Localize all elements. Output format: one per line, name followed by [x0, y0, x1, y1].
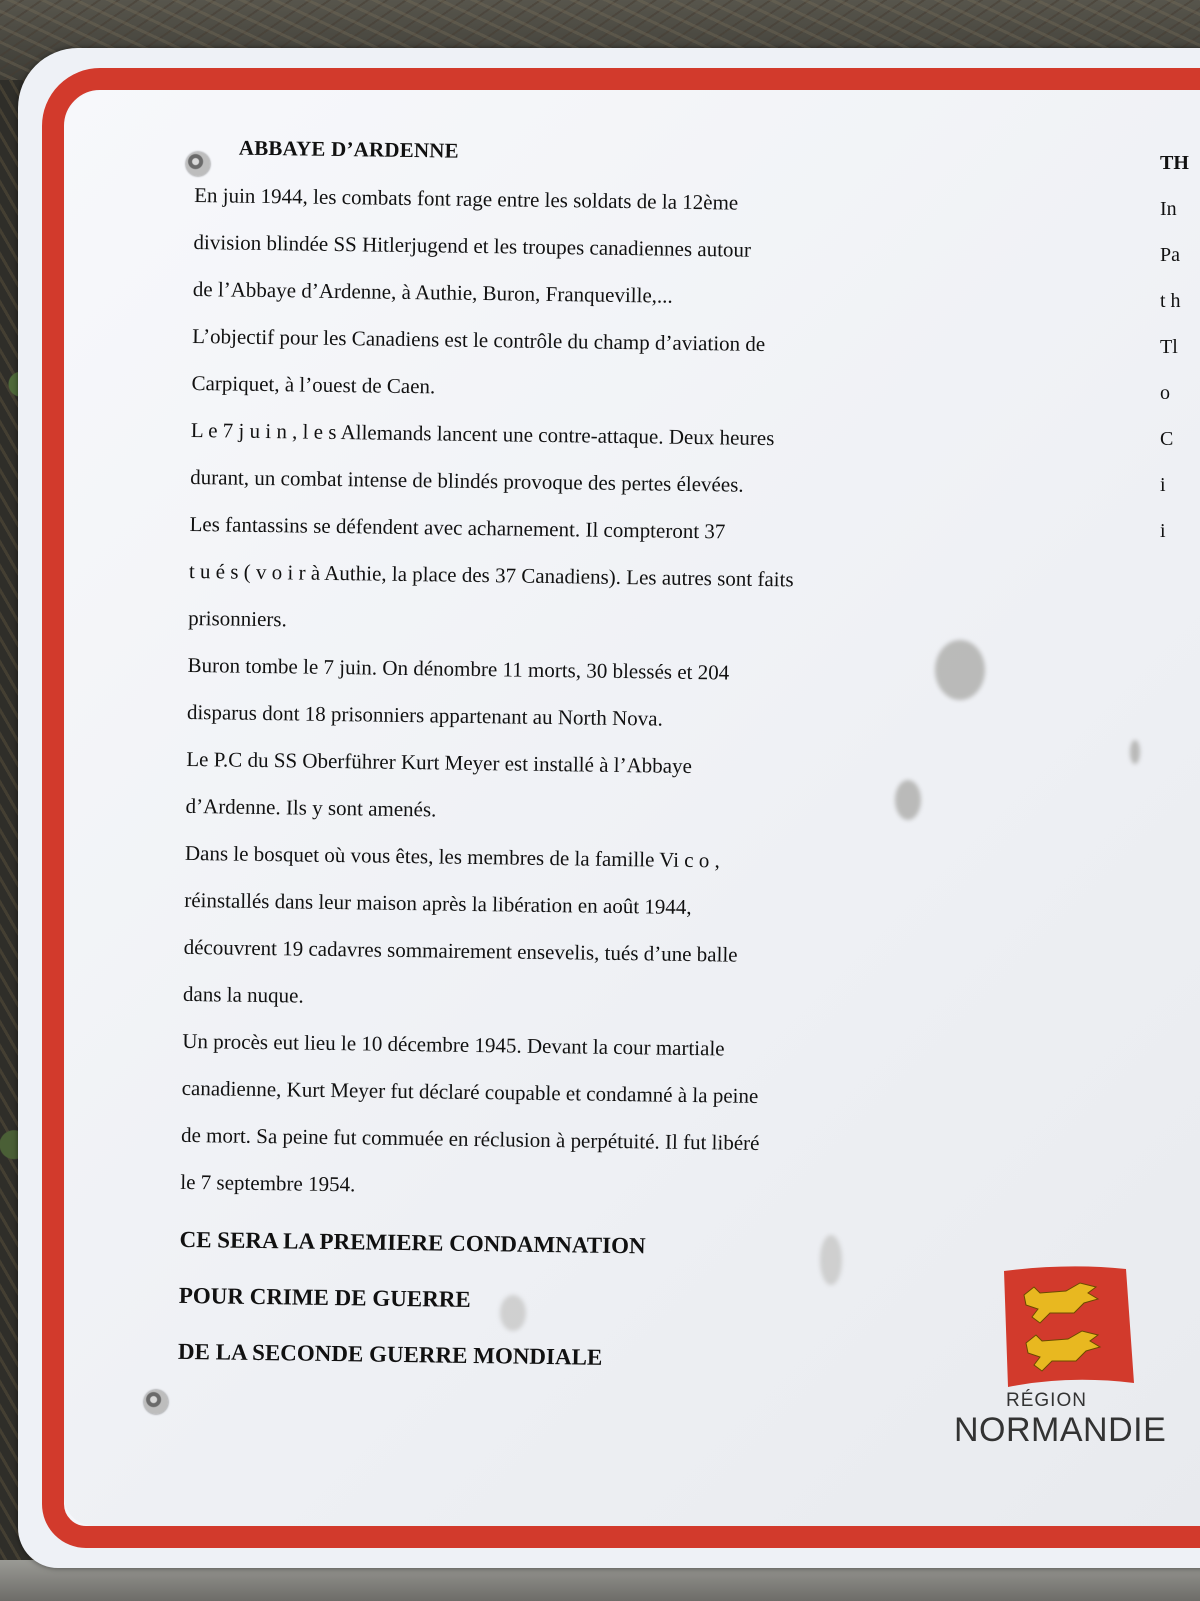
english-text-fragment: Pa	[1160, 244, 1180, 266]
sign-conclusion-line: DE LA SECONDE GUERRE MONDIALE	[177, 1338, 603, 1370]
logo-normandie-text: NORMANDIE	[954, 1411, 1167, 1449]
sign-text-line: canadienne, Kurt Meyer fut déclaré coupable et condamné à la peine	[181, 1075, 759, 1108]
sign-text-line: réinstallés dans leur maison après la libération en août 1944,	[184, 887, 692, 920]
normandy-flag-icon	[998, 1265, 1138, 1390]
english-text-fragment: i	[1160, 474, 1166, 496]
sign-text-line: Buron tombe le 7 juin. On dénombre 11 morts, 30 blessés et 204	[187, 652, 730, 685]
sign-text-line: durant, un combat intense de blindés provoque des pertes élevées.	[190, 464, 744, 497]
screw-bottom-left	[144, 1390, 168, 1414]
sign-text-line: Carpiquet, à l’ouest de Caen.	[191, 370, 436, 399]
sign-text-line: de mort. Sa peine fut commuée en réclusion à perpétuité. Il fut libéré	[180, 1122, 760, 1155]
sign-text-line: En juin 1944, les combats font rage entre les soldats de la 12ème	[193, 182, 739, 215]
dirt-stain	[935, 640, 985, 700]
sign-text-line: découvrent 19 cadavres sommairement ensevelis, tués d’une balle	[183, 934, 738, 967]
sign-text-line: Un procès eut lieu le 10 décembre 1945. Devant la cour martiale	[182, 1028, 725, 1061]
sign-text-line: de l’Abbaye d’Ardenne, à Authie, Buron, Franqueville,...	[192, 276, 673, 308]
sign-text-line: d’Ardenne. Ils y sont amenés.	[185, 793, 437, 822]
sign-text-line: Le P.C du SS Oberführer Kurt Meyer est installé à l’Abbaye	[186, 746, 693, 778]
sign-conclusion	[178, 1212, 900, 1390]
sign-text-block	[178, 135, 915, 1390]
region-normandie-logo	[954, 1265, 1180, 1449]
sign-text-line: t u é s ( v o i r à Authie, la place des 37 Canadiens). Les autres sont faits	[188, 558, 794, 592]
sign-text-line: prisonniers.	[188, 605, 287, 632]
adjacent-english-text-fragment	[1160, 140, 1200, 554]
sign-conclusion-line: CE SERA LA PREMIERE CONDAMNATION	[179, 1226, 646, 1259]
sign-text-line: Les fantassins se défendent avec acharnement. Il compteront 37	[189, 511, 726, 544]
sign-text-line: dans la nuque.	[182, 981, 304, 1008]
logo-region-text: RÉGION	[1006, 1390, 1087, 1411]
english-text-fragment: Tl	[1160, 336, 1178, 358]
english-text-fragment: In	[1160, 198, 1177, 220]
sign-text-line: Dans le bosquet où vous êtes, les membres de la famille Vi c o ,	[184, 840, 720, 873]
english-text-fragment: C	[1160, 428, 1174, 450]
english-text-fragment: o	[1160, 382, 1170, 404]
english-text-fragment: TH	[1160, 152, 1189, 174]
sign-paragraphs	[180, 172, 914, 1216]
sign-title: ABBAYE D’ARDENNE	[238, 135, 460, 163]
sign-text-line: L e 7 j u i n , l e s Allemands lancent une contre-attaque. Deux heures	[190, 417, 775, 451]
dirt-stain	[1130, 740, 1140, 764]
sign-text-line: L’objectif pour les Canadiens est le contrôle du champ d’aviation de	[192, 323, 766, 356]
sign-text-line: le 7 septembre 1954.	[180, 1169, 356, 1197]
english-text-fragment: i	[1160, 520, 1166, 542]
sign-text-line: disparus dont 18 prisonniers appartenant au North Nova.	[186, 699, 663, 731]
english-text-fragment: t h	[1160, 290, 1181, 312]
sign-conclusion-line: POUR CRIME DE GUERRE	[178, 1282, 471, 1312]
sign-text-line: division blindée SS Hitlerjugend et les troupes canadiennes autour	[193, 229, 752, 262]
